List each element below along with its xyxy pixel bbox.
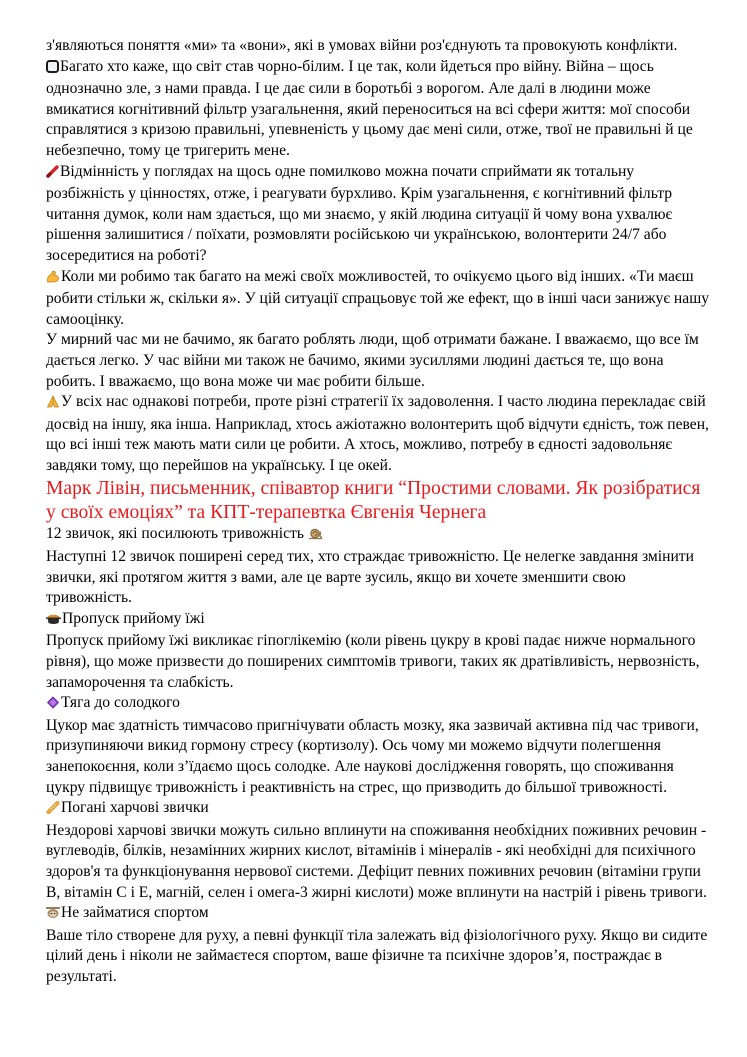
author-heading: Марк Лівін, письменник, співавтор книги “Простими словами. Як розібратися у своїх емоціях” та КПТ-терапевтка Євгенія Чернега (46, 478, 701, 523)
snail-icon (308, 526, 323, 547)
habit-3-text: Нездорові харчові звички можуть сильно вплинути на споживання необхідних поживних речовин - вуглеводів, білків, незамінних жирних кислот, вітамінів і мінералів - які необхідні для психічного здоров'я та функціонування нервової системи. Дефіцит певних поживних речовин (вітаміни групи B, вітамін С і E, магній, селен і омега-3 жирні кислоти) може вплинути на настрій і рівень тривоги. (46, 821, 707, 901)
habit-2-title: Тяга до солодкого (46, 693, 714, 716)
habit-2-text: Цукор має здатність тимчасово пригнічувати область мозку, яка зазвичай активна під час тривоги, призупиняючи викид гормону стресу (кортизолу). Ось чому ми можемо відчути полегшення занепокоєння, коли з’їдаємо щось солодке. Але наукові дослідження говорять, що споживання цукру підвищує тривожність і реактивність на стрес, що призводить до більшої тривожності. (46, 716, 699, 796)
candy-icon (46, 695, 60, 716)
paragraph-expectations: Коли ми робимо так багато на межі своїх можливостей, то очікуємо цього від інших. «Ти маєш робити стільки ж, скільки я». У цій ситуації спрацьовує той же ефект, що в інші часи занижує нашу самооцінку. (46, 267, 709, 328)
list-subtitle: 12 звичок, які посилюють тривожність (46, 524, 714, 547)
paragraph-differences: Відмінність у поглядах на щось одне помилково можна почати сприймати як тотальну розбіжність у цінностях, отже, і реагувати бурхливо. Крім узагальнення, є когнітивний фільтр читання думок, коли нам здається, що ми знаємо, у якій людина ситуації й чому вона ухвалює рішення залишитися / поїхати, розмовляти російською чи українською, волонтерити 24/7 або зосередитися на роботі? (46, 162, 673, 264)
baguette-icon (46, 800, 60, 821)
list-intro: Наступні 12 звичок поширені серед тих, хто страждає тривожністю. Це нелегке завдання змінити звички, які протягом життя з вами, але це варте зусиль, якщо ви хочете зменшити свою тривожність. (46, 548, 694, 607)
habit-1-title: Пропуск прийому їжі (46, 609, 714, 632)
pot-of-food-icon (46, 611, 61, 632)
paragraph-peacetime: У мирний час ми не бачимо, як багато роблять люди, щоб отримати бажане. І вважаємо, що все їм дається легко. У час війни ми також не бачимо, якими зусиллями людині дається те, що вона робить. І вважаємо, що вона може чи має робити більше. (46, 331, 699, 390)
paragraph-black-white: Багато хто каже, що світ став чорно-білим. І це так, коли йдеться про війну. Війна – щось однозначно зле, з нами правда. І це дає сили в боротьбі з ворогом. Але далі в людини може вмикатися когнітивний фільтр узагальнення, який переноситься на всі сфери життя: мої способи справлятися з кризою правильні, упевненість у цьому дає мені сили, отже, твої не правильні й це небезпечно, тому це тригерить мене. (46, 57, 693, 159)
habit-4-text: Ваше тіло створене для руху, а певні функції тіла залежать від фізіологічного руху. Якщо ви сидите цілий день і ніколи не займаєтеся спортом, ваше фізичне та психічне здоров’я, постраждає в результаті. (46, 926, 708, 985)
article (46, 36, 714, 988)
habit-1-text: Пропуск прийому їжі викликає гіпоглікемію (коли рівень цукру в крові падає нижче нормального рівня), що може призвести до поширених симптомів тривоги, таких як дратівливість, нервозність, запаморочення та слабкість. (46, 632, 700, 691)
paragraph-continuation: з'являються поняття «ми» та «вони», які в умовах війни роз'єднують та провокують конфлікти. (46, 37, 678, 54)
sloth-icon (46, 905, 60, 926)
crayon-icon (46, 164, 59, 185)
square-icon (46, 59, 59, 80)
habit-3-title: Погані харчові звички (46, 798, 714, 821)
paragraph-needs: У всіх нас однакові потреби, проте різні стратегії їх задоволення. І часто людина перекладає свій досвід на іншу, яка інша. Наприклад, хтось ажіотажно волонтерить щоб відчути єдність, тож певен, що всі інші теж мають мати сили це робити. А хтось, можливо, потребу в єдності задовольняє завдяки тому, що перейшов на українську. І це окей. (46, 393, 709, 474)
flexed-biceps-icon (46, 269, 60, 290)
habit-4-title: Не займатися спортом (46, 903, 714, 926)
praying-hands-icon (46, 394, 60, 415)
